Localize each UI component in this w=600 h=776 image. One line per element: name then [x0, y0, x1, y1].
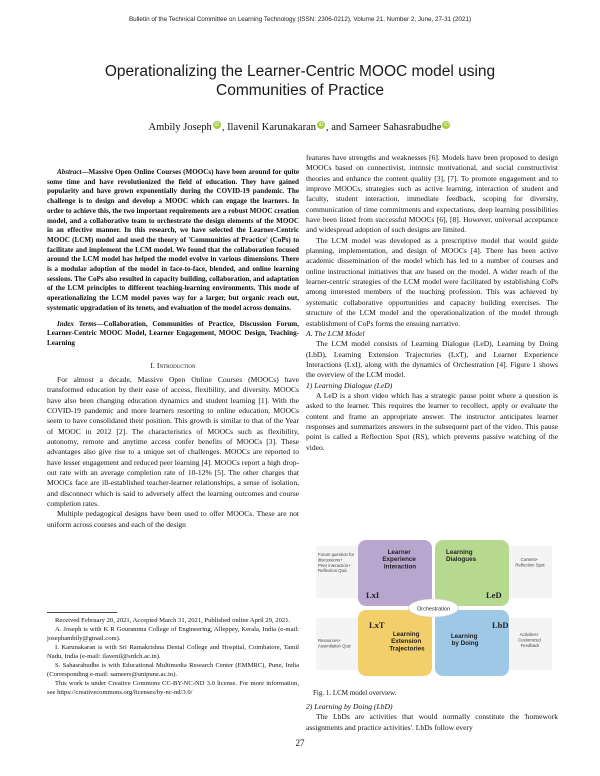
author-list [60, 121, 540, 133]
footnote: This work is under Creative Commons CC-BY-NC-ND 3.0 license. For more information, see https://creativecommons.org/licenses/by-nc-nd/3.0/ [47, 680, 299, 696]
lxt-note-line: Assimilation Quiz [318, 643, 351, 649]
lxt-code: LxT [369, 620, 385, 630]
lxt-title [389, 631, 425, 652]
footnote: S. Sahasrabudhe is with Educational Multimedia Research Center (EMMRC), Pune, India (Corresponding e-mail: sameers@unipune.ac.in). [47, 662, 299, 678]
paragraph: The LCM model was developed as a prescriptive model that would guide planning, implementation, and design of MOOCs [4]. There has been active academic dissemination of the model which has led to a number of courses and online instructional initiatives that are based on the model. A wider reach of the learner-centric strategies of the LCM model were facilitated by establishing CoPs among interested members of the teaching profession. This was achieved by systematic collaborative opportunities and capacity building exercises. The structure of the LCM model and the operationalization of the model through establishment of CoPs forms the ensuing narrative. [306, 235, 558, 328]
led-title [446, 549, 477, 563]
lbd-note-line: Customized [518, 637, 541, 643]
paragraph: Multiple pedagogical designs have been used to offer MOOCs. These are not uniform across courses and each of the design [47, 509, 299, 529]
orcid-icon[interactable]: iD [214, 122, 220, 128]
footnote: I. Karunakaran is with Sri Ramakrishna Dental College and Hospital, Coimbatore, Tamil Nadu, India (e-mail: ilavenil@srdch.ac.in). [47, 644, 299, 660]
orcid-icon[interactable]: iD [444, 122, 449, 128]
paragraph: The LbDs are activities that would normally constitute the 'homework assignments and practice activities'. LbDs follow every [306, 712, 558, 732]
lxt-title-line: Learning [392, 631, 420, 638]
author-separator: , [221, 122, 228, 133]
lcm-model-figure [314, 538, 554, 683]
lxi-title [382, 549, 417, 570]
left-column [47, 168, 299, 530]
footnote: Received February 20, 2021, Accepted March 31, 2021, Published online April 29, 2021. [55, 617, 291, 624]
subsubsection-heading: 2) Learning by Doing (LbD) [306, 702, 393, 711]
orcid-icon[interactable]: iD [318, 122, 324, 128]
lxt-note-line: Resources+ [318, 638, 342, 643]
paper-title: Operationalizing the Learner-Centric MOOC model using Communities of Practice [104, 63, 496, 99]
lxt-title-line: Trajectories [389, 645, 425, 653]
lxi-note-line: discussions+ [318, 557, 343, 563]
section-heading: I. Introduction [150, 360, 196, 370]
abstract-text: —Massive Open Online Courses (MOOCs) have been around for quite some time and have revolutionized the field of education. They have gained popularity and have grown exponentially during the COVID-19 pandemic. The challenge is to design and develop a MOOC which can engage the learners. In order to achieve this, the two important requirements are a robust MOOC creation model, and a collaborative team to orchestrate the design elements of the MOOC in an effective manner. In this research, we have selected the Learner-Centric MOOC (LCM) model and used the theory of 'Communities of Practice' (CoPs) to facilitate and implement the LCM model. We found that the collaboration focused around the LCM model has helped the model evolve in various dimensions. There is a modular adoption of the model in face-to-face, blended, and online learning sessions. The CoPs also resulted in capacity building, collaboration, and adaptation of the LCM principles to different teaching-learning environments. This mode of operationalizing the LCM model paves way for a larger, but organic reach out, systematic upgradation of its tenets, and evaluation of the model across domains. [47, 168, 299, 312]
lbd-note-line: Feedback [520, 642, 540, 648]
lxi-title-line: Experience [382, 556, 416, 564]
author-separator: , and [325, 122, 350, 133]
paragraph: features have strengths and weaknesses [6]. Models have been proposed to design MOOCs based on connectivist, intrinsic motivational, and social constructivist theories and enhance the content quality [3], [7]. To promote engagement and to improve MOOCs, strategies such as active learning, interaction of student and faculty, student interaction, immediate feedback, scoping for diversity, communication of time commitments and expectations, deep learning possibilities have been listed from successful MOOCs [6], [8]. However, universal acceptance and widespread adoption of such designs are limited. [306, 153, 558, 235]
subsection-heading: A. The LCM Model [306, 328, 365, 338]
abstract-lead: Abstract [57, 168, 82, 176]
lbd-note [518, 632, 542, 648]
lxt-title-line: Extension [391, 638, 422, 646]
paragraph: A LeD is a short video which has a strategic pause point where a question is asked to the learner. This requires the learner to recollect, apply or evaluate the content and frame an appropriate answer. The instructor anticipates learner responses and summarizes answers in the subsequent part of the video. This pause point is called a Reflection Spot (RS), which prevents passive watching of the video. [306, 390, 558, 452]
led-code: LeD [486, 590, 502, 600]
lbd-title-line: Learning [450, 633, 478, 640]
right-column-continued [306, 702, 558, 733]
lxi-note-line: Reflection Quiz [318, 568, 348, 574]
led-note-line: Reflection Spot [515, 562, 545, 568]
paragraph: For almost a decade, Massive Open Online Courses (MOOCs) have transformed education by their ease of access, flexibility, and diversity. MOOCs have also been changing education dynamics and student learning [1]. With the COVID-19 pandemic and more learners resorting to online education, MOOCs seem to have consolidated their position. This growth is similar to that of the Year of MOOC in 2012 [2]. The characteristics of MOOCs such as flexibility, autonomy, remote and anytime access confer benefits of MOOCs [3]. These advantages also give rise to a unique set of challenges. MOOCs are reported to have lesser engagement and reduced peer learning [4]. MOOCs report a high drop-out rate with an average completion rate of 10-12% [5]. The other charges that MOOCs face are ill-established teacher-learner relationships, a sense of isolation, and disconnect which is said to adversely affect the learning outcomes and course completion rates. [47, 375, 299, 509]
footnote: A. Joseph is with K R Gouramma College of Engineering, Alleppey, Kerala, India (e-mail: josephambily@gmail.com). [47, 626, 299, 642]
lxi-note-line: Forum question for [318, 552, 355, 557]
author-name: Ilavenil Karunakaran [227, 122, 316, 133]
lbd-title [451, 633, 479, 647]
lxi-title-line: Interaction [383, 563, 417, 571]
lxi-note-line: Peer interaction+ [318, 562, 351, 568]
lxi-title-line: Learner [387, 549, 411, 556]
note-panel [509, 546, 552, 598]
orchestration-label: Orchestration [416, 606, 451, 613]
index-terms [47, 320, 299, 349]
author-name: Ambily Joseph [148, 122, 212, 133]
lbd-code: LbD [492, 620, 509, 630]
abstract [47, 168, 299, 314]
subsubsection-heading: 1) Learning Dialogue (LeD) [306, 380, 393, 390]
footnotes [47, 616, 299, 697]
lxi-code: LxI [366, 590, 380, 600]
index-terms-text: —Collaboration, Communities of Practice, Discussion Forum, Learner-Centric MOOC Model, Learner Engagement, MOOC Design, Teaching-Learning [47, 319, 299, 347]
right-column [306, 153, 558, 453]
paragraph: The LCM model consists of Learning Dialogue (LeD), Learning by Doing (LbD), Learning Extension Trajectories (LxT), and Learner Experience Interactions (LxI), along with the dynamics of Orchestration [4]. Figure 1 shows the overview of the LCM model. [306, 339, 558, 380]
index-terms-lead: Index Terms [57, 319, 97, 328]
led-title-line: Learning [446, 549, 473, 556]
author-name: Sameer Sahasrabudhe [349, 122, 442, 133]
figure-caption: Fig. 1. LCM model overview. [313, 689, 397, 697]
footnote-divider [47, 612, 117, 613]
lbd-note-line: Activities+ [519, 632, 540, 637]
led-title-line: Dialogues [446, 556, 477, 564]
lbd-title-line: by Doing [451, 640, 479, 648]
page-number: 27 [295, 738, 305, 748]
led-note-line: Content+ [520, 557, 539, 562]
journal-header: Bulletin of the Technical Committee on Learning Technology (ISSN: 2306-0212), Volume 21, Number 2, June, 27-31 (2021) [128, 16, 472, 23]
